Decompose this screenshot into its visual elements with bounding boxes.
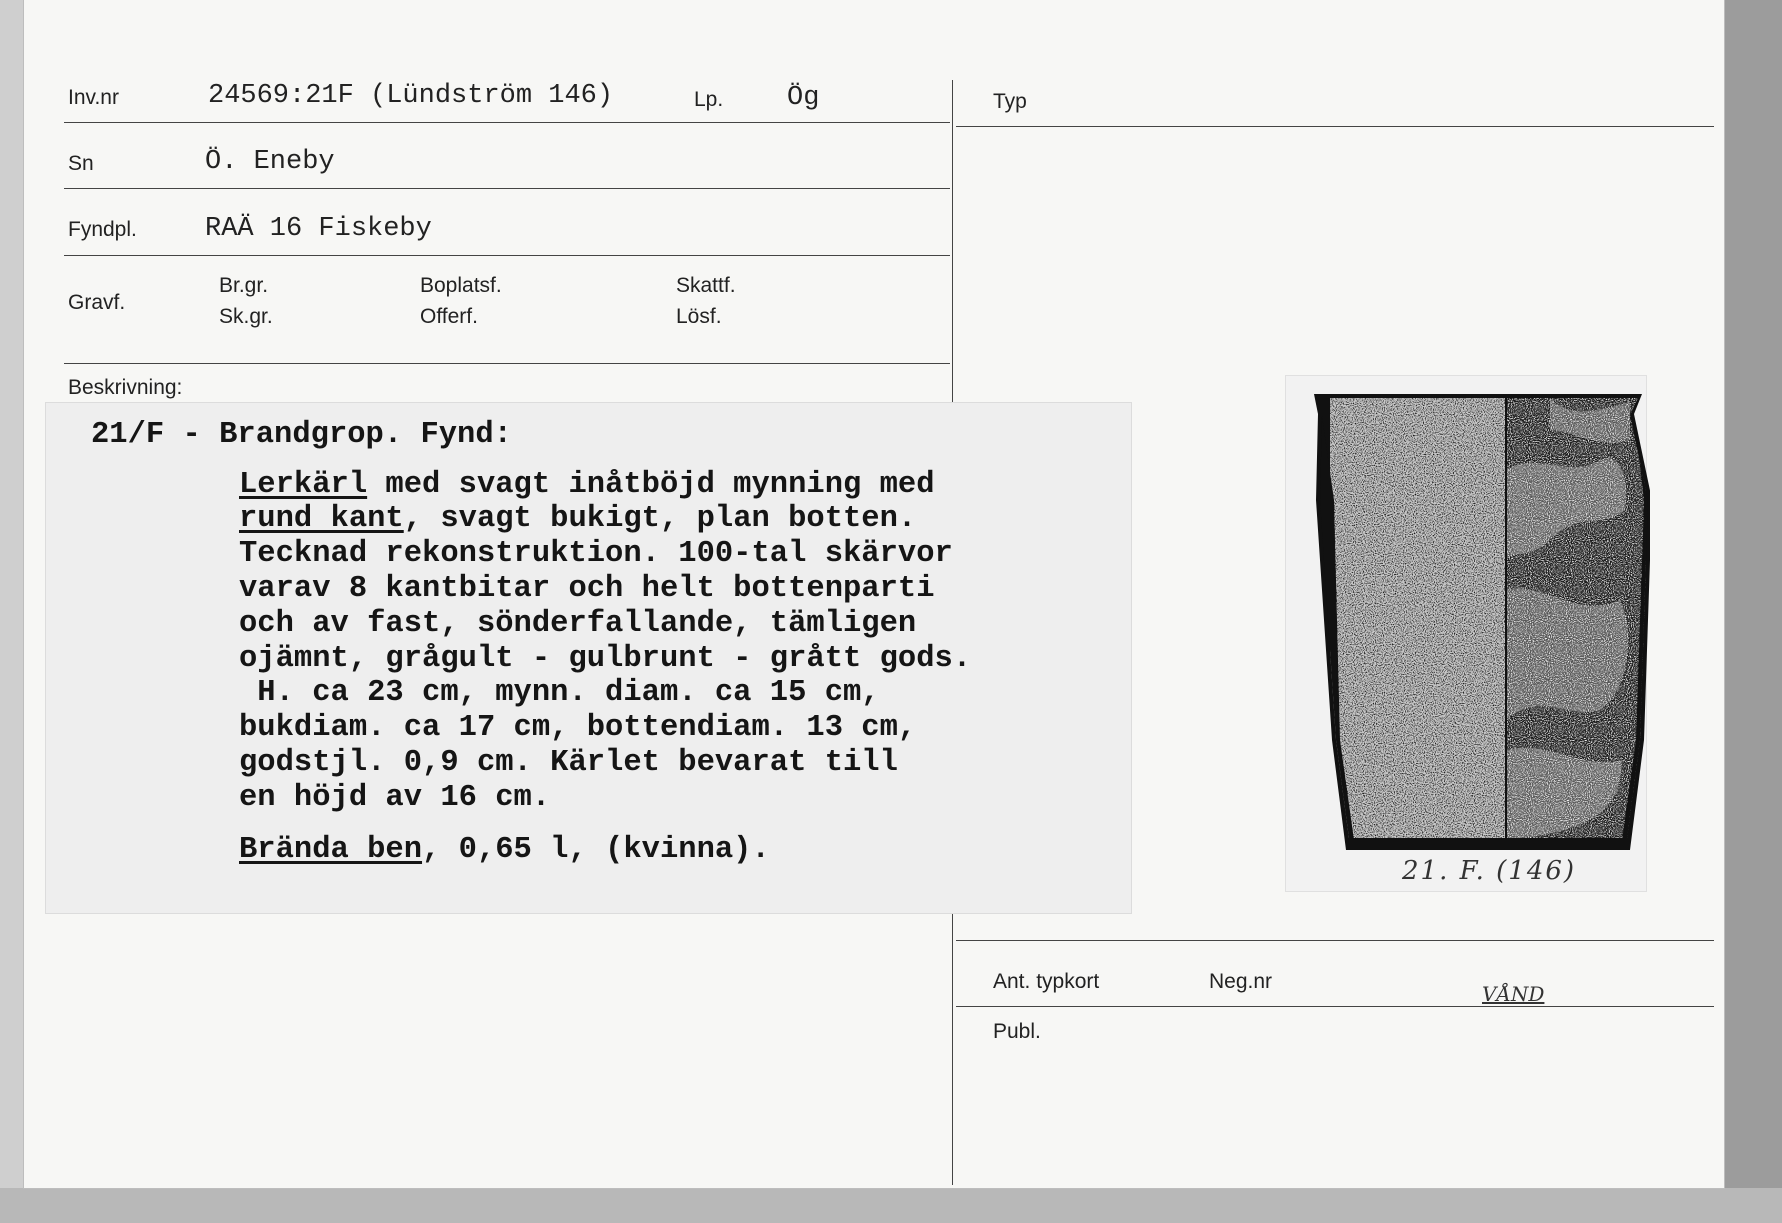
- beskrivning-label: Beskrivning:: [68, 376, 183, 399]
- description-line-2-text: , svagt bukigt, plan botten.: [403, 502, 917, 536]
- description-line-10: en höjd av 16 cm.: [239, 781, 551, 815]
- description-line-9: godstjl. 0,9 cm. Kärlet bevarat till: [239, 746, 898, 780]
- br-gr-label: Br.gr.: [219, 274, 269, 297]
- sn-value: Ö. Eneby: [205, 147, 335, 177]
- losf-label: Lösf.: [676, 305, 722, 328]
- rule-fyndpl: [64, 255, 950, 256]
- fyndpl-label: Fyndpl.: [68, 218, 137, 241]
- description-line-4: varav 8 kantbitar och helt bottenparti: [239, 572, 935, 606]
- description-line-7: H. ca 23 cm, mynn. diam. ca 15 cm,: [239, 676, 880, 710]
- typ-label: Typ: [993, 90, 1027, 113]
- scan-edge-right: [1724, 0, 1782, 1223]
- vessel-reconstruction-drawing: [1300, 390, 1650, 860]
- description-line-8: bukdiam. ca 17 cm, bottendiam. 13 cm,: [239, 711, 917, 745]
- scan-edge-bottom: [0, 1188, 1782, 1223]
- offerf-label: Offerf.: [420, 305, 478, 328]
- boplatsf-label: Boplatsf.: [420, 274, 502, 297]
- skattf-label: Skattf.: [676, 274, 736, 297]
- description-heading: 21/F - Brandgrop. Fynd:: [91, 418, 512, 452]
- find-term-lerkarl: Lerkärl: [239, 468, 368, 502]
- lp-value: Ög: [787, 83, 820, 113]
- neg-nr-label: Neg.nr: [1209, 970, 1273, 993]
- inv-nr-value: 24569:21F (Lündström 146): [208, 81, 614, 111]
- inv-nr-label: Inv.nr: [68, 86, 119, 109]
- rule-sn: [64, 188, 950, 189]
- drawing-caption: 21. F. (146): [1402, 856, 1577, 886]
- term-rund-kant: rund kant: [239, 502, 404, 536]
- rule-footer-mid: [956, 1006, 1714, 1007]
- rule-footer-top: [956, 940, 1714, 941]
- description-line-1: [239, 468, 935, 503]
- rule-inv: [64, 122, 950, 123]
- lp-label: Lp.: [694, 88, 724, 111]
- sn-label: Sn: [68, 152, 94, 175]
- sk-gr-label: Sk.gr.: [219, 305, 273, 328]
- description-line-5: och av fast, sönderfallande, tämligen: [239, 607, 917, 641]
- description-line-1-text: med svagt inåtböjd mynning med: [367, 468, 935, 502]
- find-term-branda-ben: Brända ben: [239, 833, 423, 867]
- gravf-label: Gravf.: [68, 291, 126, 314]
- description-line-2: [239, 502, 916, 537]
- publ-label: Publ.: [993, 1020, 1041, 1043]
- description-line-3: Tecknad rekonstruktion. 100-tal skärvor: [239, 537, 953, 571]
- description-line-11: [239, 833, 770, 868]
- fyndpl-value: RAÄ 16 Fiskeby: [205, 214, 432, 244]
- vand-note: VÅND: [1482, 982, 1545, 1006]
- rule-gravf: [64, 363, 950, 364]
- ant-typkort-label: Ant. typkort: [993, 970, 1100, 993]
- rule-typ: [956, 126, 1714, 127]
- description-line-11-text: , 0,65 l, (kvinna).: [422, 833, 770, 867]
- description-line-6: ojämnt, grågult - gulbrunt - grått gods.: [239, 642, 972, 676]
